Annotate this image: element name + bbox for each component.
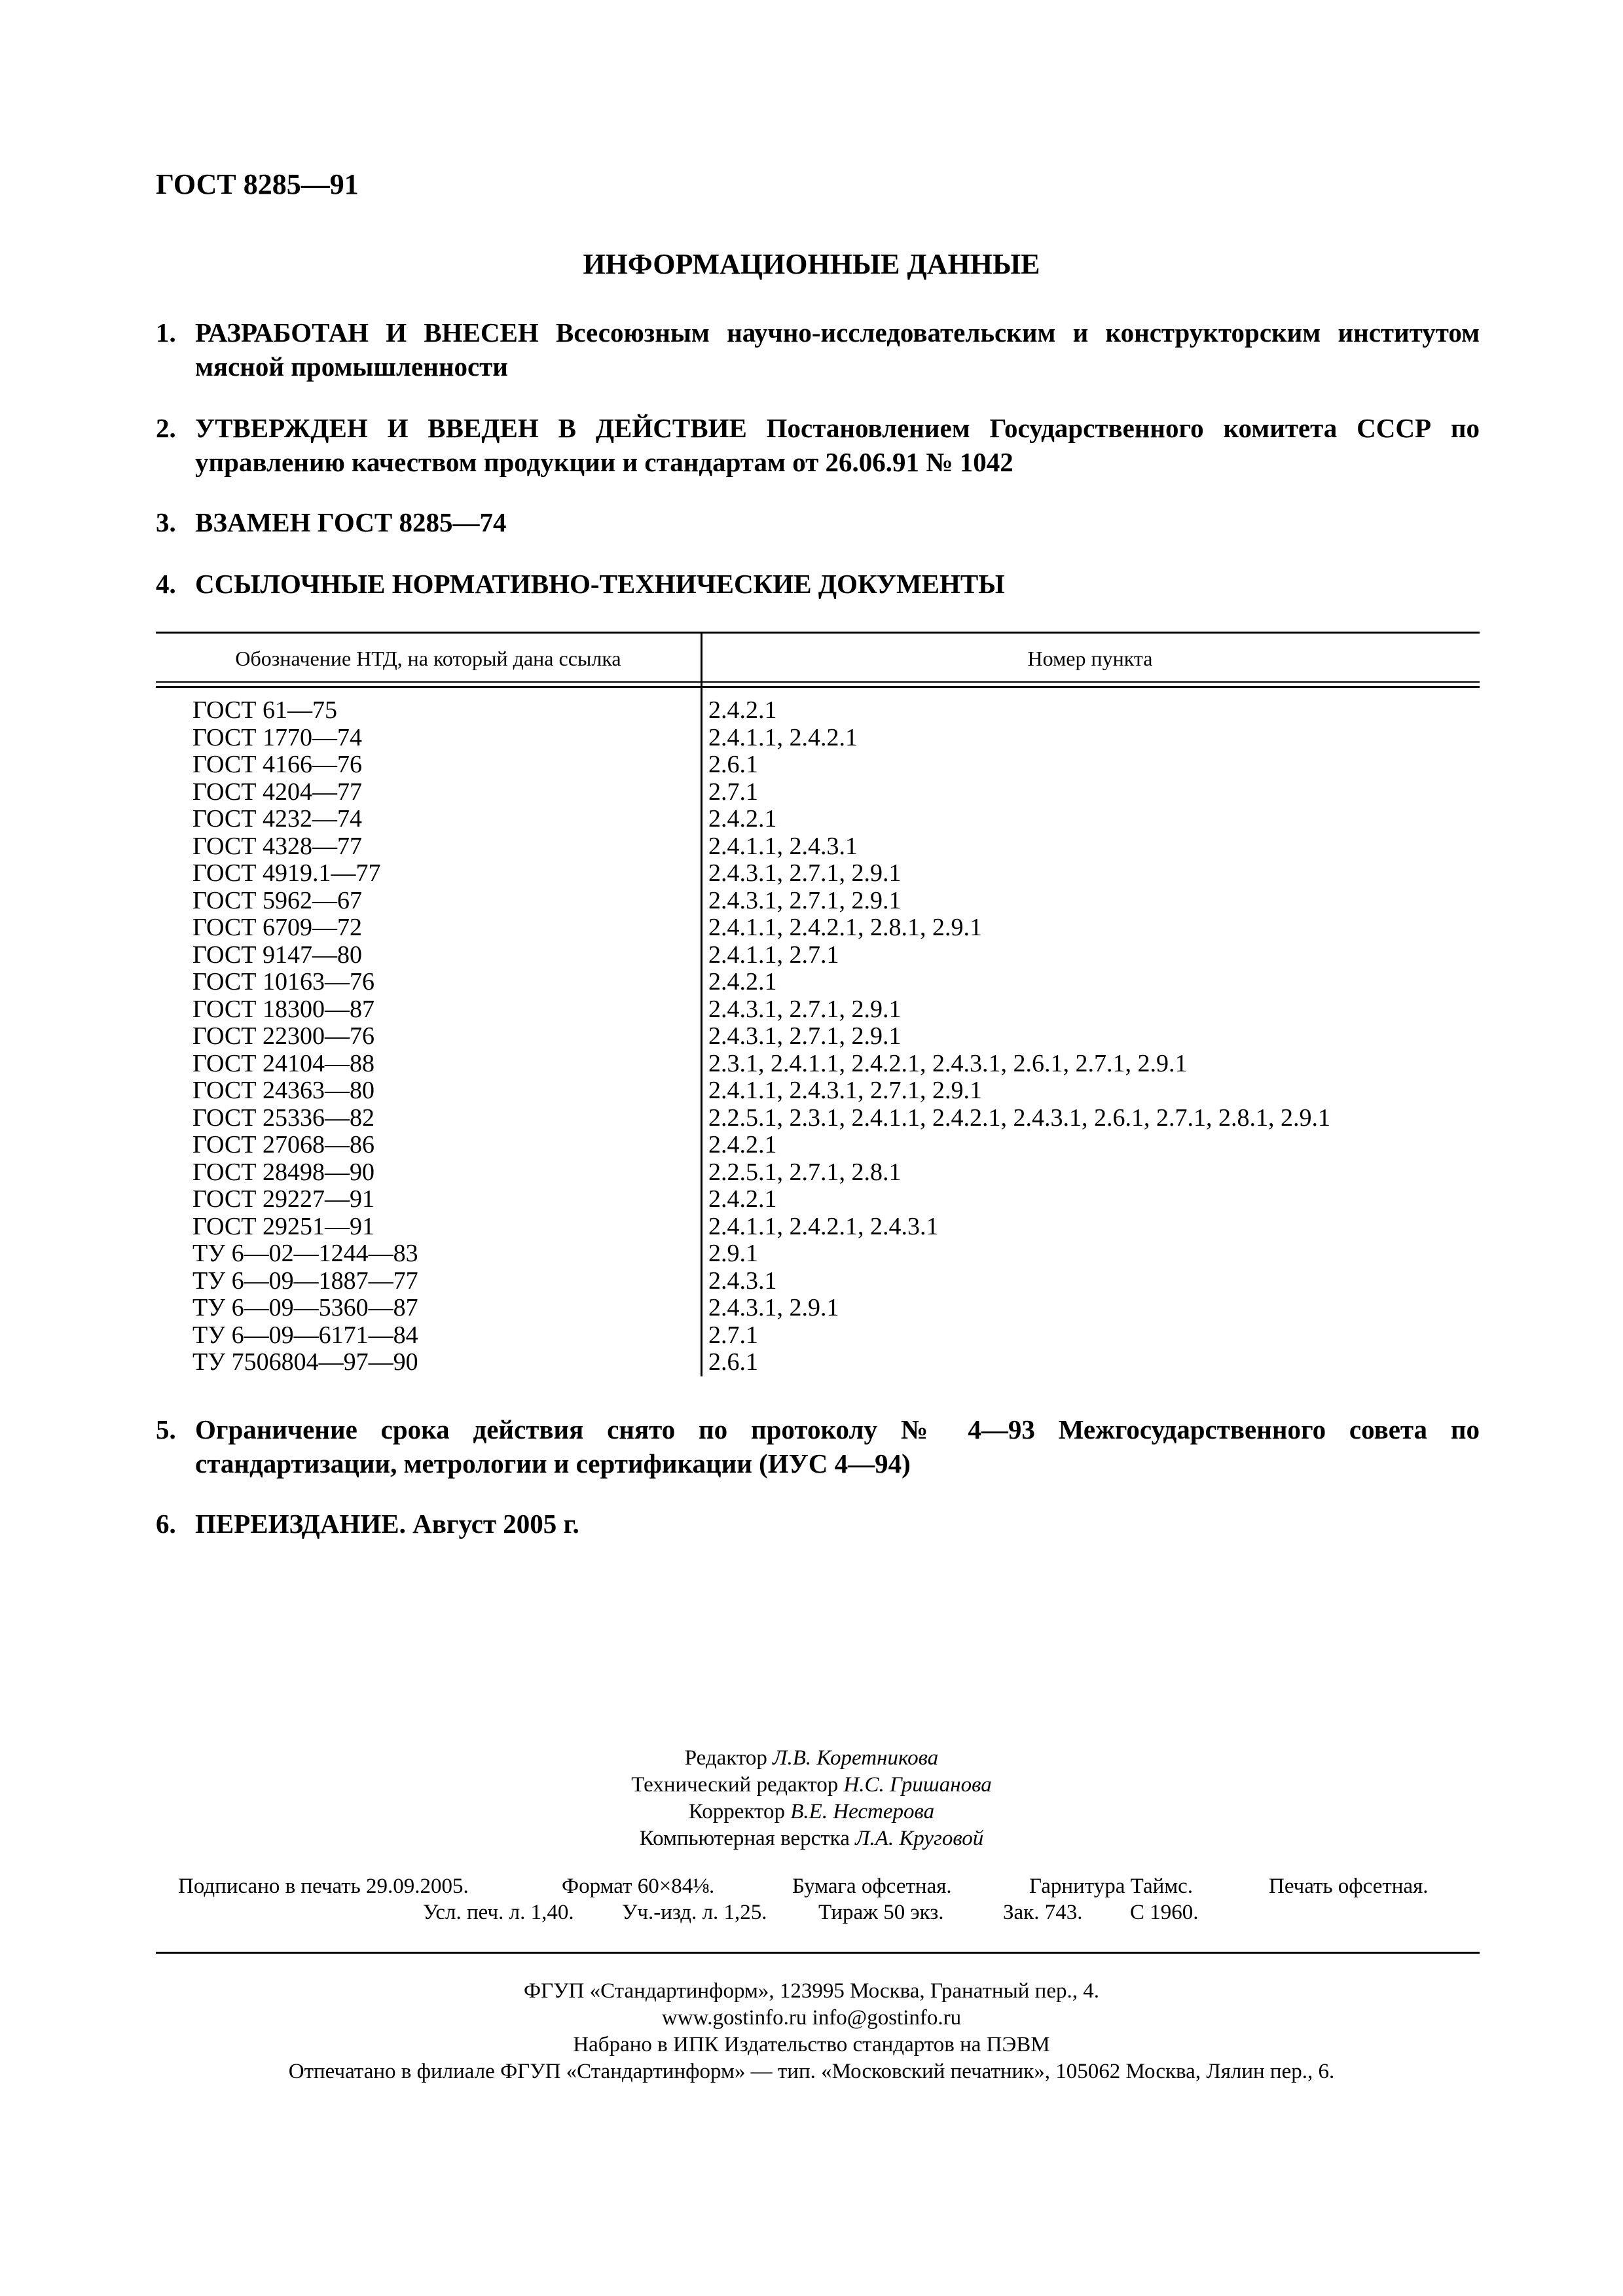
ntd-designation: ГОСТ 5962—67 [192,886,362,914]
clause-numbers: 2.4.1.1, 2.4.3.1, 2.7.1, 2.9.1 [708,1077,982,1104]
table-row [156,996,1480,1024]
print-info-field: Печать офсетная. [1269,1874,1429,1898]
reference-documents-table [156,632,1480,1376]
table-row [156,1023,1480,1050]
clause-numbers: 2.3.1, 2.4.1.1, 2.4.2.1, 2.4.3.1, 2.6.1, 2.7.1, 2.9.1 [708,1049,1188,1077]
clause-numbers: 2.4.2.1 [708,968,777,996]
ntd-designation: ГОСТ 4919.1—77 [192,859,381,887]
clause-numbers: 2.4.2.1 [708,805,777,833]
item-number: 4. [156,569,176,599]
divider [156,1952,1480,1954]
clause-numbers: 2.4.3.1, 2.7.1, 2.9.1 [708,859,902,887]
table-row [156,914,1480,942]
ntd-designation: ГОСТ 22300—76 [192,1022,374,1050]
table-row [156,1077,1480,1105]
item-text: ПЕРЕИЗДАНИЕ. Август 2005 г. [195,1509,579,1539]
clause-numbers: 2.4.1.1, 2.4.2.1, 2.8.1, 2.9.1 [708,914,982,941]
table-row [156,751,1480,779]
table-row [156,1295,1480,1322]
table-header [156,632,1480,688]
credit-name: Н.С. Гришанова [843,1773,992,1797]
print-info-field: Формат 60×84⅛. [562,1874,715,1898]
clause-numbers: 2.4.2.1 [708,1131,777,1158]
column-header-document: Обозначение НТД, на который дана ссылка [235,647,621,670]
table-row [156,1132,1480,1159]
table-row [156,1213,1480,1241]
table-row [156,779,1480,806]
ntd-designation: ГОСТ 29251—91 [192,1212,374,1240]
ntd-designation: ТУ 6—09—1887—77 [192,1266,418,1295]
credit-name: Л.А. Круговой [855,1827,984,1850]
item-number: 1. [156,317,176,348]
clause-numbers: 2.4.3.1, 2.9.1 [708,1294,839,1321]
ntd-designation: ГОСТ 1770—74 [192,723,362,751]
page-title: ИНФОРМАЦИОННЫЕ ДАННЫЕ [583,248,1040,280]
print-info-field: Тираж 50 экз. [818,1901,944,1924]
item-number: 6. [156,1509,176,1539]
clause-numbers: 2.4.3.1, 2.7.1, 2.9.1 [708,995,902,1023]
ntd-designation: ГОСТ 4232—74 [192,805,362,833]
print-info-field: Уч.-изд. л. 1,25. [622,1901,767,1924]
credits-block [0,1745,1623,1852]
info-item-5 [156,1412,1480,1480]
credit-role: Корректор [688,1800,785,1823]
ntd-designation: ГОСТ 61—75 [192,696,337,724]
ntd-designation: ГОСТ 25336—82 [192,1103,374,1132]
document-code: ГОСТ 8285—91 [156,168,359,200]
clause-numbers: 2.4.1.1, 2.4.2.1 [708,723,858,751]
ntd-designation: ГОСТ 27068—86 [192,1131,374,1158]
clause-numbers: 2.4.3.1, 2.7.1, 2.9.1 [708,886,902,914]
table-row [156,860,1480,888]
table-row [156,833,1480,861]
table-row [156,888,1480,915]
print-info-field: С 1960. [1130,1901,1199,1924]
ntd-designation: ГОСТ 6709—72 [192,914,362,941]
clause-numbers: 2.7.1 [708,778,758,806]
table-body [156,688,1480,1376]
table-row [156,1322,1480,1350]
clause-numbers: 2.6.1 [708,1348,758,1376]
ntd-designation: ГОСТ 9147—80 [192,941,362,969]
ntd-designation: ГОСТ 29227—91 [192,1185,374,1213]
table-row [156,1268,1480,1295]
table-row [156,969,1480,996]
table-row [156,806,1480,833]
publisher-line: Отпечатано в филиале ФГУП «Стандартинформ» — тип. «Московский печатник», 105062 Москва, Лялин пер., 6. [288,2060,1335,2083]
table-row [156,942,1480,969]
print-info-field: Усл. печ. л. 1,40. [423,1901,574,1924]
table-row [156,725,1480,752]
table-row [156,697,1480,725]
print-info-field: Зак. 743. [1003,1901,1083,1924]
item-text: ВЗАМЕН ГОСТ 8285—74 [195,507,507,537]
publisher-block [0,1978,1623,2085]
credit-role: Технический редактор [631,1773,839,1797]
item-number: 2. [156,413,176,443]
clause-numbers: 2.4.2.1 [708,1185,777,1213]
clause-numbers: 2.4.3.1 [708,1266,777,1295]
item-text: УТВЕРЖДЕН И ВВЕДЕН В ДЕЙСТВИЕ Постановлением Государственного комитета СССР по управлению качеством продукции и стандартам от 26.06.91 № 1042 [195,413,1480,477]
credit-name: Л.В. Коретникова [773,1746,939,1770]
clause-numbers: 2.4.1.1, 2.4.2.1, 2.4.3.1 [708,1212,939,1240]
table-row [156,1186,1480,1213]
item-number: 3. [156,507,176,537]
table-row [156,1159,1480,1187]
ntd-designation: ГОСТ 24363—80 [192,1077,374,1104]
ntd-designation: ТУ 7506804—97—90 [192,1348,418,1376]
credit-role: Компьютерная верстка [639,1827,850,1850]
print-info-field: Гарнитура Таймс. [1029,1874,1194,1898]
credit-layout [0,1825,1623,1852]
publisher-line: ФГУП «Стандартинформ», 123995 Москва, Гранатный пер., 4. [524,1979,1099,2003]
ntd-designation: ГОСТ 18300—87 [192,995,374,1023]
credit-proofreader [0,1799,1623,1825]
table-row [156,1105,1480,1132]
credit-tech-editor [0,1772,1623,1799]
credit-role: Редактор [684,1746,767,1770]
ntd-designation: ГОСТ 4328—77 [192,832,362,860]
table-row [156,1349,1480,1376]
item-text: ССЫЛОЧНЫЕ НОРМАТИВНО-ТЕХНИЧЕСКИЕ ДОКУМЕНТЫ [195,569,1005,599]
clause-numbers: 2.7.1 [708,1321,758,1349]
ntd-designation: ГОСТ 28498—90 [192,1158,374,1186]
ntd-designation: ТУ 6—09—6171—84 [192,1321,418,1349]
clause-numbers: 2.4.3.1, 2.7.1, 2.9.1 [708,1022,902,1050]
publisher-line: www.gostinfo.ru info@gostinfo.ru [661,2006,962,2030]
item-text: РАЗРАБОТАН И ВНЕСЕН Всесоюзным научно-исследовательским и конструкторским институтом мясной промышленности [195,317,1480,382]
ntd-designation: ГОСТ 10163—76 [192,968,374,996]
info-item-2 [156,411,1480,479]
info-item-4 [156,567,1480,601]
table-row [156,1050,1480,1078]
clause-numbers: 2.4.1.1, 2.4.3.1 [708,832,858,860]
ntd-designation: ГОСТ 24104—88 [192,1049,374,1077]
table-row [156,1240,1480,1268]
ntd-designation: ГОСТ 4166—76 [192,751,362,778]
item-text: Ограничение срока действия снято по протоколу № 4—93 Межгосударственного совета по стандартизации, метрологии и сертификации (ИУС 4—94) [195,1414,1480,1479]
clause-numbers: 2.6.1 [708,751,758,778]
info-item-3 [156,505,1480,539]
credit-name: В.Е. Нестерова [790,1800,935,1823]
ntd-designation: ГОСТ 4204—77 [192,778,362,806]
clause-numbers: 2.2.5.1, 2.7.1, 2.8.1 [708,1158,902,1186]
clause-numbers: 2.4.2.1 [708,696,777,724]
print-info-field: Бумага офсетная. [792,1874,952,1898]
ntd-designation: ТУ 6—09—5360—87 [192,1294,418,1321]
item-number: 5. [156,1414,176,1444]
publisher-line: Набрано в ИПК Издательство стандартов на ПЭВМ [573,2033,1050,2056]
ntd-designation: ТУ 6—02—1244—83 [192,1240,418,1267]
info-item-6 [156,1507,1480,1541]
clause-numbers: 2.9.1 [708,1240,758,1267]
credit-editor [0,1745,1623,1772]
print-info-field: Подписано в печать 29.09.2005. [178,1874,469,1898]
column-header-clause: Номер пункта [1027,647,1153,670]
info-item-1 [156,315,1480,384]
clause-numbers: 2.2.5.1, 2.3.1, 2.4.1.1, 2.4.2.1, 2.4.3.1, 2.6.1, 2.7.1, 2.8.1, 2.9.1 [708,1103,1330,1132]
clause-numbers: 2.4.1.1, 2.7.1 [708,941,839,969]
